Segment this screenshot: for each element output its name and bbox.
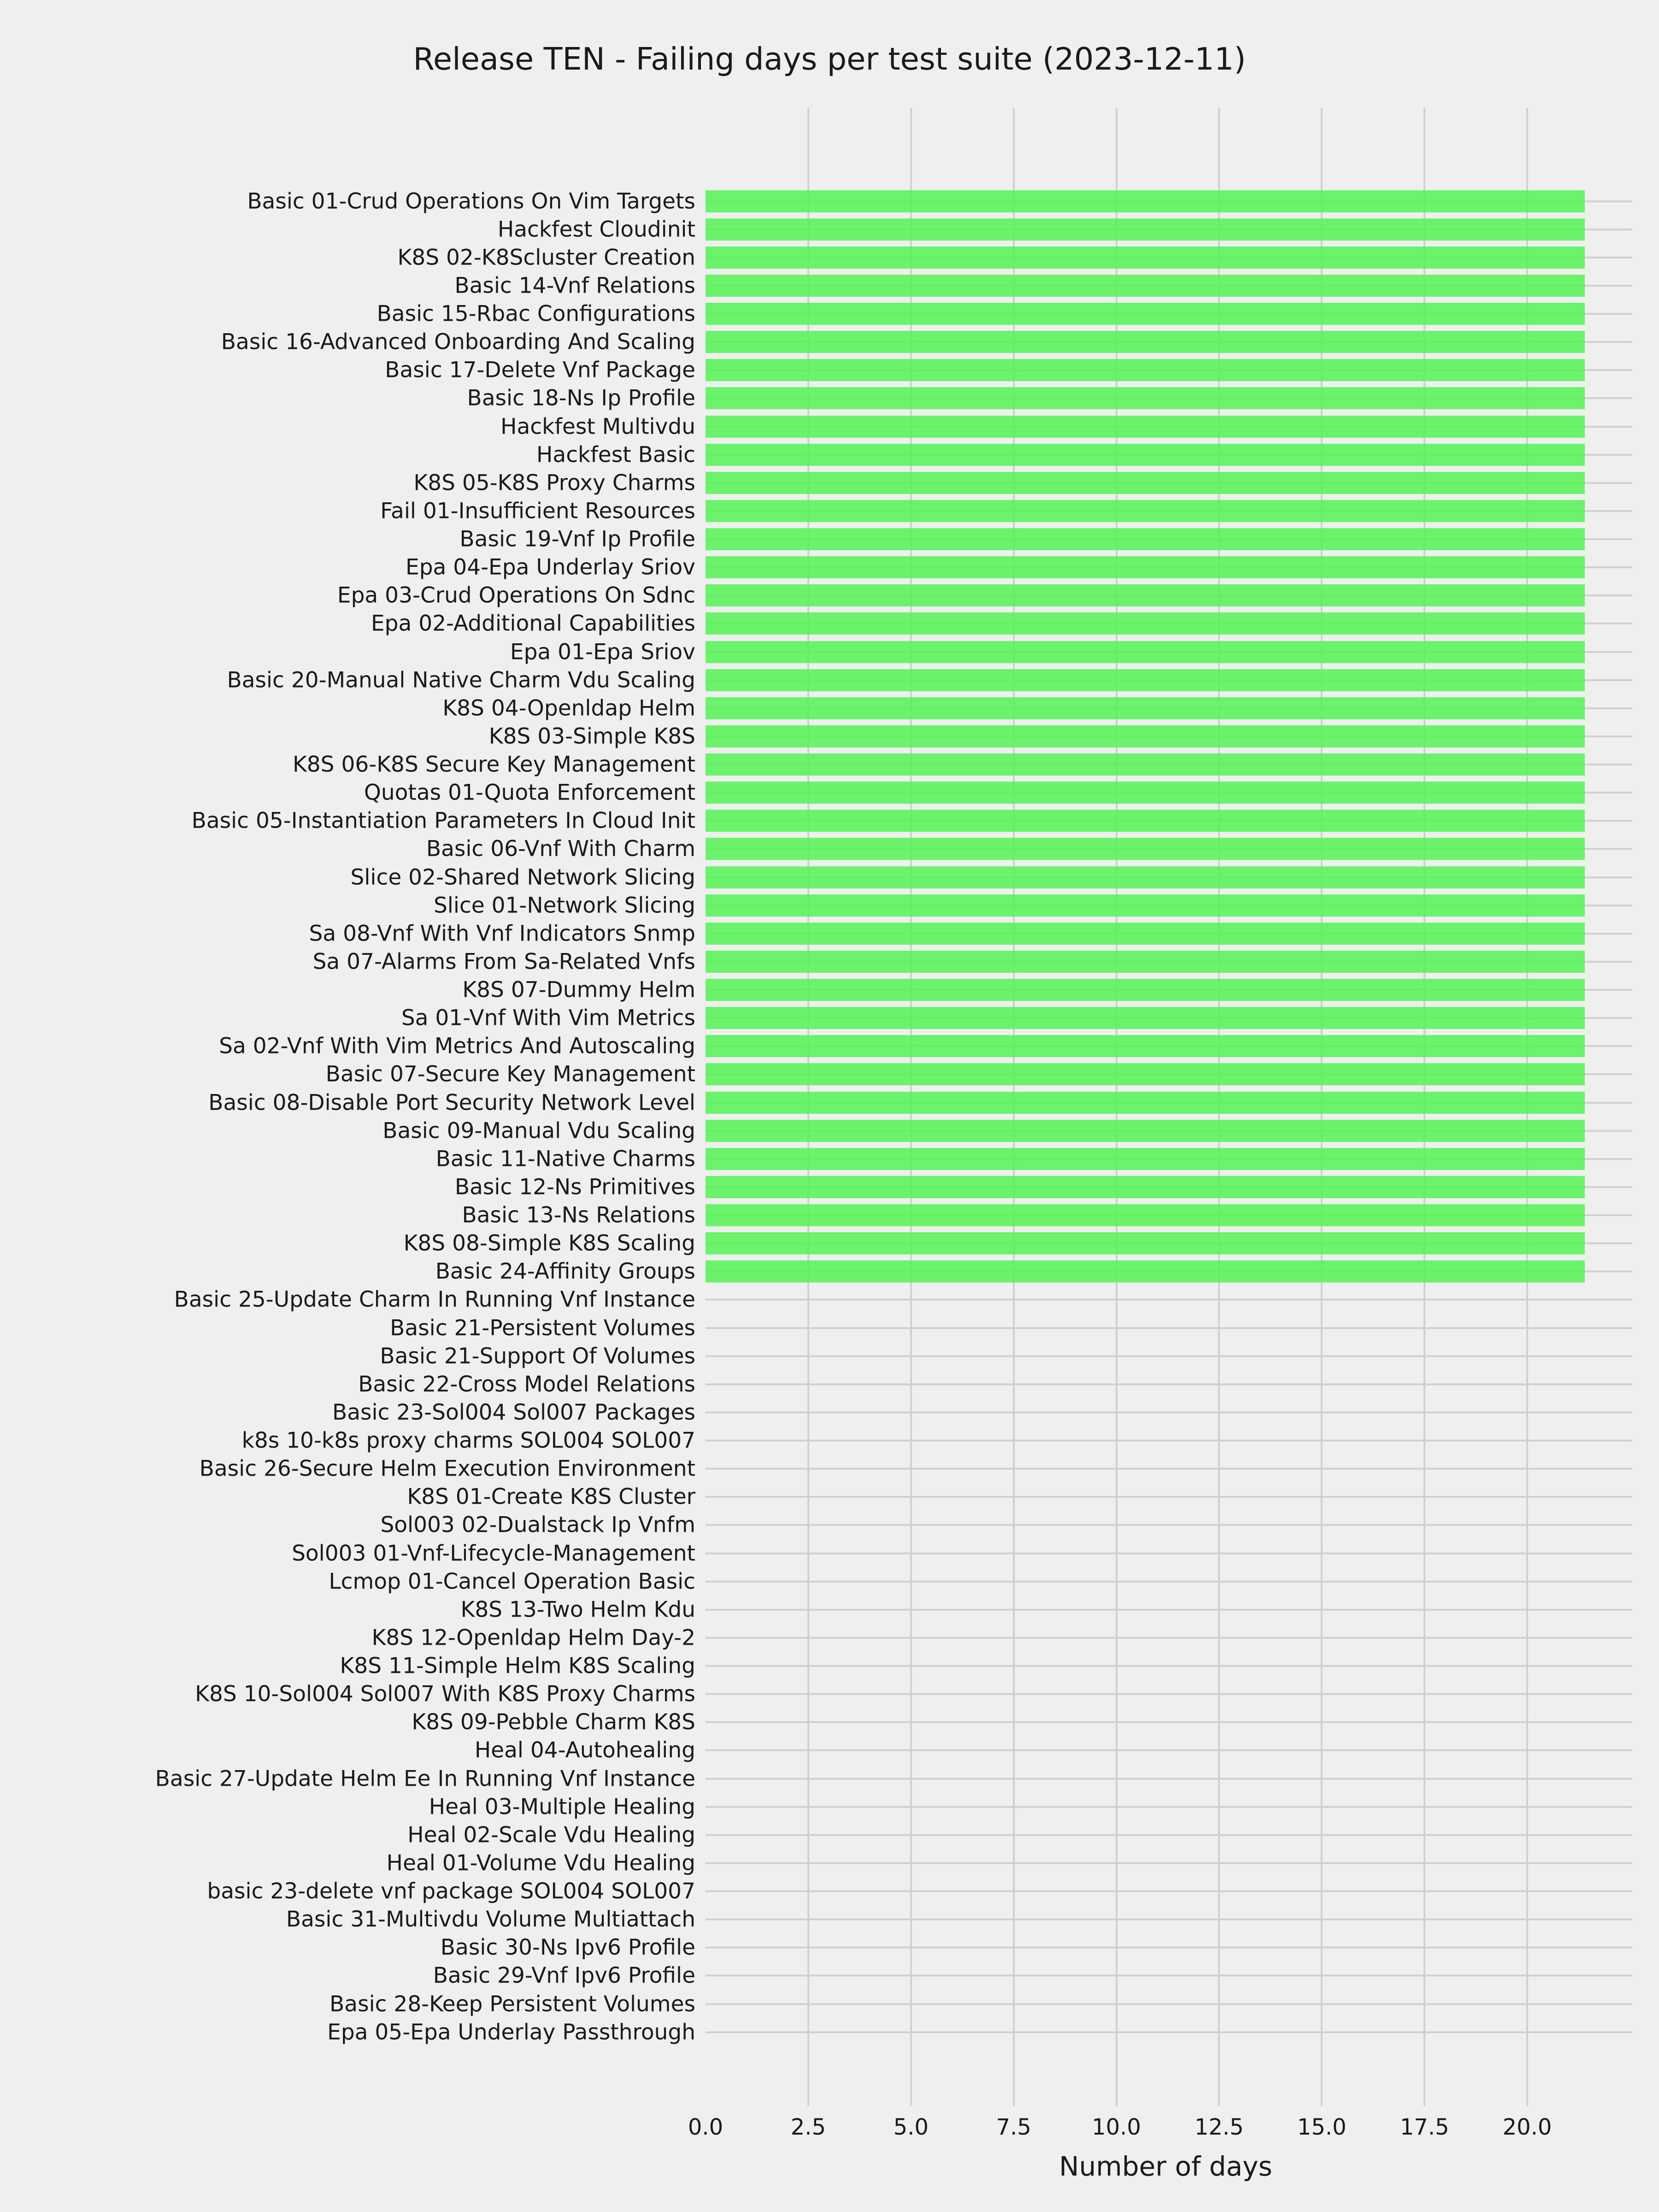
row	[340, 1652, 1626, 1680]
y-axis-label: Slice 01-Network Slicing	[433, 893, 695, 918]
y-axis-label: Basic 01-Crud Operations On Vim Targets	[247, 188, 695, 214]
y-axis-label: Basic 11-Native Charms	[435, 1146, 695, 1172]
h-gridline	[706, 1524, 1632, 1526]
y-axis-label: Lcmop 01-Cancel Operation Basic	[329, 1569, 695, 1594]
h-gridline	[706, 1468, 1632, 1470]
y-axis-label: Basic 26-Secure Helm Execution Environment	[199, 1456, 695, 1482]
row	[510, 638, 1626, 666]
bar	[706, 359, 1585, 381]
row	[325, 1060, 1626, 1088]
y-axis-label: Basic 25-Update Charm In Running Vnf Instance	[174, 1287, 695, 1312]
bar	[706, 1035, 1585, 1057]
y-axis-label: Basic 12-Ns Primitives	[454, 1174, 695, 1200]
bar	[706, 810, 1585, 832]
x-tick-label: 12.5	[1194, 2114, 1244, 2140]
y-axis-label: K8S 12-Openldap Helm Day-2	[371, 1625, 695, 1651]
y-axis-label: k8s 10-k8s proxy charms SOL004 SOL007	[241, 1428, 695, 1453]
h-gridline	[706, 1440, 1632, 1441]
row	[460, 1595, 1626, 1624]
row	[401, 1004, 1626, 1032]
y-axis-label: Epa 05-Epa Underlay Passthrough	[327, 2019, 695, 2045]
bar	[706, 584, 1585, 606]
y-axis-label: Basic 28-Keep Persistent Volumes	[329, 1991, 695, 2017]
y-axis-label: Basic 29-Vnf Ipv6 Profile	[433, 1963, 695, 1988]
row	[155, 1765, 1626, 1793]
chart-title: Release TEN - Failing days per test suite (2023-12-11)	[413, 41, 1246, 77]
h-gridline	[706, 1778, 1632, 1780]
y-axis-label: K8S 04-Openldap Helm	[442, 695, 695, 721]
row	[488, 722, 1626, 750]
y-axis-label: Basic 21-Persistent Volumes	[390, 1315, 695, 1341]
y-axis-label: K8S 07-Dummy Helm	[462, 977, 695, 1003]
row	[462, 1201, 1626, 1230]
h-gridline	[706, 1553, 1632, 1554]
y-axis-label: Heal 04-Autohealing	[474, 1737, 695, 1763]
bar	[706, 923, 1585, 945]
bar	[706, 387, 1585, 409]
row	[390, 1314, 1626, 1342]
h-gridline	[706, 1383, 1632, 1385]
row	[412, 1708, 1626, 1736]
y-axis-label: Basic 18-Ns Ip Profile	[467, 385, 695, 411]
y-axis-label: Sol003 01-Vnf-Lifecycle-Management	[292, 1541, 695, 1566]
y-axis-label: Hackfest Cloudinit	[497, 217, 695, 242]
bar	[706, 866, 1585, 888]
row	[407, 1483, 1626, 1511]
y-axis-label: Basic 21-Support Of Volumes	[380, 1343, 695, 1369]
y-axis-label: Basic 14-Vnf Relations	[454, 273, 695, 299]
bar	[706, 641, 1585, 663]
y-axis-label: K8S 02-K8Scluster Creation	[397, 245, 695, 271]
y-axis-label: Heal 03-Multiple Healing	[429, 1794, 695, 1820]
bar	[706, 1232, 1585, 1254]
bar	[706, 697, 1585, 719]
h-gridline	[706, 1749, 1632, 1751]
h-gridline	[706, 1890, 1632, 1892]
x-tick-label: 2.5	[790, 2114, 826, 2140]
bar	[706, 1063, 1585, 1085]
bar	[706, 528, 1585, 550]
bar	[706, 669, 1585, 691]
row	[371, 1624, 1626, 1652]
row	[199, 1455, 1626, 1483]
bar	[706, 1148, 1585, 1170]
row	[286, 1906, 1626, 1934]
row	[429, 1793, 1626, 1821]
y-axis-label: Heal 01-Volume Vdu Healing	[386, 1850, 695, 1876]
h-gridline	[706, 1412, 1632, 1413]
row	[380, 1511, 1626, 1539]
y-axis-label: Sa 08-Vnf With Vnf Indicators Snmp	[309, 921, 695, 947]
row	[433, 891, 1626, 919]
row	[207, 1877, 1626, 1906]
bar	[706, 190, 1585, 212]
row	[292, 751, 1626, 779]
y-axis-label: Basic 08-Disable Port Security Network Level	[208, 1090, 695, 1116]
row	[371, 610, 1626, 638]
y-axis-label: Basic 13-Ns Relations	[462, 1202, 695, 1228]
bar	[706, 331, 1585, 353]
row	[312, 947, 1626, 976]
y-axis-label: K8S 08-Simple K8S Scaling	[403, 1230, 695, 1256]
y-axis-label: Sol003 02-Dualstack Ip Vnfm	[380, 1512, 695, 1538]
bar	[706, 838, 1585, 860]
row	[195, 1680, 1626, 1708]
h-gridline	[706, 1665, 1632, 1667]
row	[454, 271, 1626, 300]
y-axis-label: Hackfest Basic	[536, 442, 695, 468]
y-axis-label: K8S 09-Pebble Charm K8S	[412, 1709, 695, 1735]
x-tick-label: 20.0	[1502, 2114, 1552, 2140]
y-axis-label: K8S 10-Sol004 Sol007 With K8S Proxy Charms	[195, 1681, 695, 1707]
x-tick-label: 17.5	[1400, 2114, 1449, 2140]
row	[227, 666, 1626, 694]
h-gridline	[706, 1693, 1632, 1695]
h-gridline	[706, 1721, 1632, 1723]
y-axis-label: Basic 16-Advanced Onboarding And Scaling	[221, 329, 695, 355]
row	[358, 1370, 1626, 1398]
bar	[706, 612, 1585, 635]
row	[364, 779, 1626, 807]
row	[385, 356, 1626, 384]
row	[380, 1342, 1626, 1370]
y-axis-label: Epa 04-Epa Underlay Sriov	[406, 554, 695, 580]
y-axis-label: K8S 01-Create K8S Cluster	[407, 1484, 695, 1510]
y-axis-label: Hackfest Multivdu	[500, 414, 695, 440]
bar	[706, 979, 1585, 1001]
h-gridline	[706, 1975, 1632, 1977]
row	[174, 1286, 1626, 1314]
y-axis-label: Basic 05-Instantiation Parameters In Cloud Init	[191, 808, 695, 834]
h-gridline	[706, 1327, 1632, 1329]
row	[350, 863, 1626, 891]
row	[247, 187, 1626, 215]
row	[191, 807, 1626, 835]
bar	[706, 1260, 1585, 1282]
x-tick-label: 7.5	[996, 2114, 1031, 2140]
row	[327, 2018, 1626, 2046]
y-axis-label: Basic 22-Cross Model Relations	[358, 1371, 695, 1397]
row	[407, 1821, 1626, 1849]
row	[474, 1736, 1626, 1765]
y-axis-label: Basic 20-Manual Native Charm Vdu Scaling	[227, 667, 695, 693]
h-gridline	[706, 1355, 1632, 1357]
bar	[706, 1176, 1585, 1198]
row	[386, 1849, 1626, 1877]
y-axis-label: Slice 02-Shared Network Slicing	[350, 865, 695, 890]
row	[219, 1032, 1626, 1060]
y-axis-label: K8S 11-Simple Helm K8S Scaling	[340, 1653, 695, 1679]
y-axis-label: Epa 01-Epa Sriov	[510, 639, 695, 665]
h-gridline	[706, 1637, 1632, 1639]
row	[462, 976, 1626, 1004]
bar	[706, 247, 1585, 269]
row	[435, 1258, 1626, 1286]
h-gridline	[706, 1834, 1632, 1836]
bar	[706, 1204, 1585, 1226]
row	[435, 1145, 1626, 1173]
y-axis-label: Fail 01-Insufficient Resources	[380, 498, 695, 524]
bar	[706, 275, 1585, 297]
y-axis-label: Sa 01-Vnf With Vim Metrics	[401, 1005, 695, 1031]
bar	[706, 951, 1585, 973]
y-axis-label: Basic 17-Delete Vnf Package	[385, 357, 695, 383]
h-gridline	[706, 1947, 1632, 1948]
row	[309, 919, 1626, 947]
bar	[706, 753, 1585, 776]
row	[380, 497, 1626, 525]
y-axis-label: Basic 06-Vnf With Charm	[426, 836, 695, 862]
row	[454, 1173, 1626, 1201]
row	[337, 582, 1626, 610]
y-axis-label: Basic 19-Vnf Ip Profile	[459, 526, 695, 552]
row	[433, 1962, 1626, 1990]
row	[377, 300, 1626, 328]
row	[332, 1398, 1626, 1426]
y-axis-label: Basic 31-Multivdu Volume Multiattach	[286, 1906, 695, 1932]
y-axis-label: basic 23-delete vnf package SOL004 SOL007	[207, 1878, 695, 1904]
row	[442, 694, 1626, 722]
row	[241, 1427, 1626, 1455]
row	[397, 243, 1626, 271]
h-gridline	[706, 1496, 1632, 1498]
bar	[706, 1092, 1585, 1114]
y-axis-label: Heal 02-Scale Vdu Healing	[407, 1822, 695, 1848]
row	[329, 1990, 1626, 2018]
bar	[706, 556, 1585, 578]
y-axis-label: K8S 06-K8S Secure Key Management	[292, 752, 695, 777]
rows	[155, 187, 1626, 2046]
bar	[706, 894, 1585, 917]
h-gridline	[706, 1609, 1632, 1611]
bar	[706, 1120, 1585, 1142]
bar	[706, 303, 1585, 325]
y-axis-label: Sa 02-Vnf With Vim Metrics And Autoscaling	[219, 1033, 695, 1059]
h-gridline	[706, 2003, 1632, 2005]
row	[221, 328, 1626, 356]
x-tick-label: 0.0	[688, 2114, 724, 2140]
y-axis-label: Sa 07-Alarms From Sa-Related Vnfs	[312, 949, 695, 975]
h-gridline	[706, 2031, 1632, 2033]
y-axis-label: Epa 02-Additional Capabilities	[371, 611, 695, 636]
x-tick-label: 5.0	[893, 2114, 929, 2140]
bar	[706, 218, 1585, 241]
y-axis-label: Basic 24-Affinity Groups	[435, 1259, 695, 1284]
row	[329, 1567, 1626, 1595]
plot-area	[155, 108, 1626, 2106]
x-axis-label: Number of days	[1059, 2151, 1272, 2182]
row	[467, 384, 1626, 412]
h-gridline	[706, 1862, 1632, 1864]
x-tick-label: 15.0	[1297, 2114, 1347, 2140]
row	[500, 412, 1626, 441]
bar	[706, 782, 1585, 804]
bar	[706, 725, 1585, 747]
bar	[706, 1007, 1585, 1029]
bar	[706, 472, 1585, 494]
h-gridline	[706, 1581, 1632, 1583]
bar	[706, 444, 1585, 466]
row	[406, 553, 1626, 582]
y-axis-label: Basic 09-Manual Vdu Scaling	[382, 1118, 695, 1144]
row	[208, 1088, 1626, 1117]
bar	[706, 416, 1585, 438]
y-axis-label: Basic 27-Update Helm Ee In Running Vnf Instance	[155, 1766, 695, 1792]
y-axis-label: K8S 13-Two Helm Kdu	[460, 1597, 695, 1623]
h-gridline	[706, 1806, 1632, 1808]
row	[292, 1539, 1626, 1567]
h-gridline	[706, 1299, 1632, 1300]
y-axis-label: Basic 15-Rbac Configurations	[377, 301, 695, 327]
h-gridline	[706, 1918, 1632, 1920]
row	[440, 1934, 1626, 1962]
row	[403, 1230, 1626, 1258]
row	[497, 215, 1626, 243]
y-axis-label: Quotas 01-Quota Enforcement	[364, 780, 695, 806]
row	[413, 469, 1626, 497]
y-axis-label: K8S 03-Simple K8S	[488, 724, 695, 749]
y-axis-label: Basic 07-Secure Key Management	[325, 1061, 695, 1087]
x-tick-label: 10.0	[1092, 2114, 1141, 2140]
row	[426, 835, 1626, 863]
bar	[706, 500, 1585, 522]
y-axis-label: Epa 03-Crud Operations On Sdnc	[337, 582, 695, 608]
y-axis-label: K8S 05-K8S Proxy Charms	[413, 470, 695, 496]
row	[459, 525, 1626, 553]
y-axis-label: Basic 30-Ns Ipv6 Profile	[440, 1935, 695, 1960]
x-axis-ticks	[688, 2114, 1626, 2144]
row	[382, 1117, 1626, 1145]
y-axis-label: Basic 23-Sol004 Sol007 Packages	[332, 1400, 695, 1425]
row	[536, 441, 1626, 469]
